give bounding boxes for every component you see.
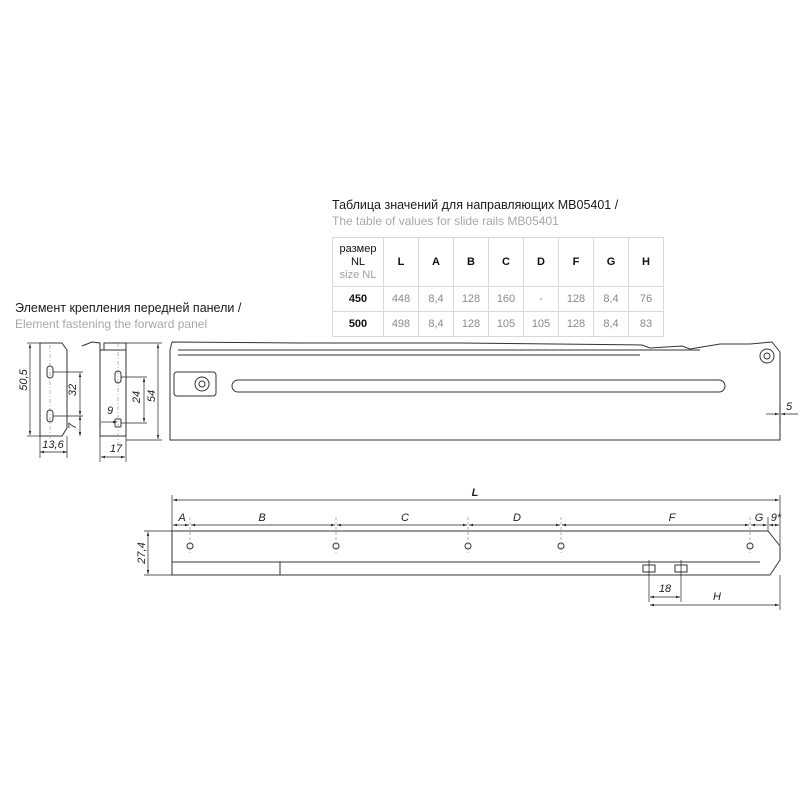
- dim-9: 9: [106, 405, 114, 417]
- dim-27-4-line: [144, 531, 172, 575]
- cell-g: 8,4: [594, 312, 629, 337]
- element-title-ru: Элемент крепления передней панели /: [15, 301, 242, 315]
- cell-a: 8,4: [419, 287, 454, 312]
- cell-b: 128: [454, 287, 489, 312]
- dim-h: H: [713, 591, 721, 603]
- table-title-en: The table of values for slide rails MB05401: [332, 214, 559, 228]
- dim-27-4: 27,4: [136, 542, 148, 564]
- dim-24: 24: [131, 390, 143, 404]
- rail-side-view: [170, 342, 780, 440]
- col-header-f: F: [559, 238, 594, 287]
- dim-f: F: [668, 512, 676, 524]
- dim-g: G: [754, 512, 764, 524]
- dim-17: 17: [109, 443, 123, 455]
- dim-9-line: [100, 418, 117, 428]
- cell-f: 128: [559, 287, 594, 312]
- dim-18-line: [649, 560, 681, 602]
- col-header-b: B: [454, 238, 489, 287]
- cell-f: 128: [559, 312, 594, 337]
- bracket-plate-front: [40, 343, 67, 436]
- rail-end-detail: [766, 405, 798, 424]
- dim-l: L: [471, 487, 479, 499]
- dim-9-star: 9*: [770, 512, 782, 524]
- cell-g: 8,4: [594, 287, 629, 312]
- col-header-g: G: [594, 238, 629, 287]
- cell-h: 76: [629, 287, 664, 312]
- cell-c: 105: [489, 312, 524, 337]
- cell-c: 160: [489, 287, 524, 312]
- size-header-ru: размер: [339, 242, 377, 255]
- dim-50-5: 50,5: [18, 369, 30, 391]
- rail-top-view: [172, 531, 780, 575]
- dim-a: A: [178, 512, 186, 524]
- dim-13-6: 13,6: [42, 439, 64, 451]
- dim-5: 5: [785, 401, 793, 413]
- dim-54: 54: [146, 389, 158, 403]
- col-header-l: L: [384, 238, 419, 287]
- size-header-nl: NL: [350, 255, 366, 268]
- cell-l: 448: [384, 287, 419, 312]
- table-title-ru: Таблица значений для направляющих MB05401 /: [332, 198, 619, 212]
- cell-b: 128: [454, 312, 489, 337]
- dim-7: 7: [67, 422, 79, 430]
- col-header-a: A: [419, 238, 454, 287]
- cell-l: 498: [384, 312, 419, 337]
- element-title-en: Element fastening the forward panel: [15, 317, 208, 331]
- cell-d: -: [524, 287, 559, 312]
- row-size: 500: [333, 312, 384, 337]
- cell-h: 83: [629, 312, 664, 337]
- row-size: 450: [333, 287, 384, 312]
- dim-b: B: [258, 512, 266, 524]
- cell-d: 105: [524, 312, 559, 337]
- col-header-h: H: [629, 238, 664, 287]
- dim-18: 18: [658, 583, 672, 595]
- col-header-d: D: [524, 238, 559, 287]
- dim-32: 32: [67, 383, 79, 397]
- size-header-en: size NL: [339, 268, 377, 281]
- cell-a: 8,4: [419, 312, 454, 337]
- dim-d: D: [513, 512, 521, 524]
- dim-c: C: [401, 512, 409, 524]
- rail-hole-markers: [187, 543, 753, 549]
- col-header-c: C: [489, 238, 524, 287]
